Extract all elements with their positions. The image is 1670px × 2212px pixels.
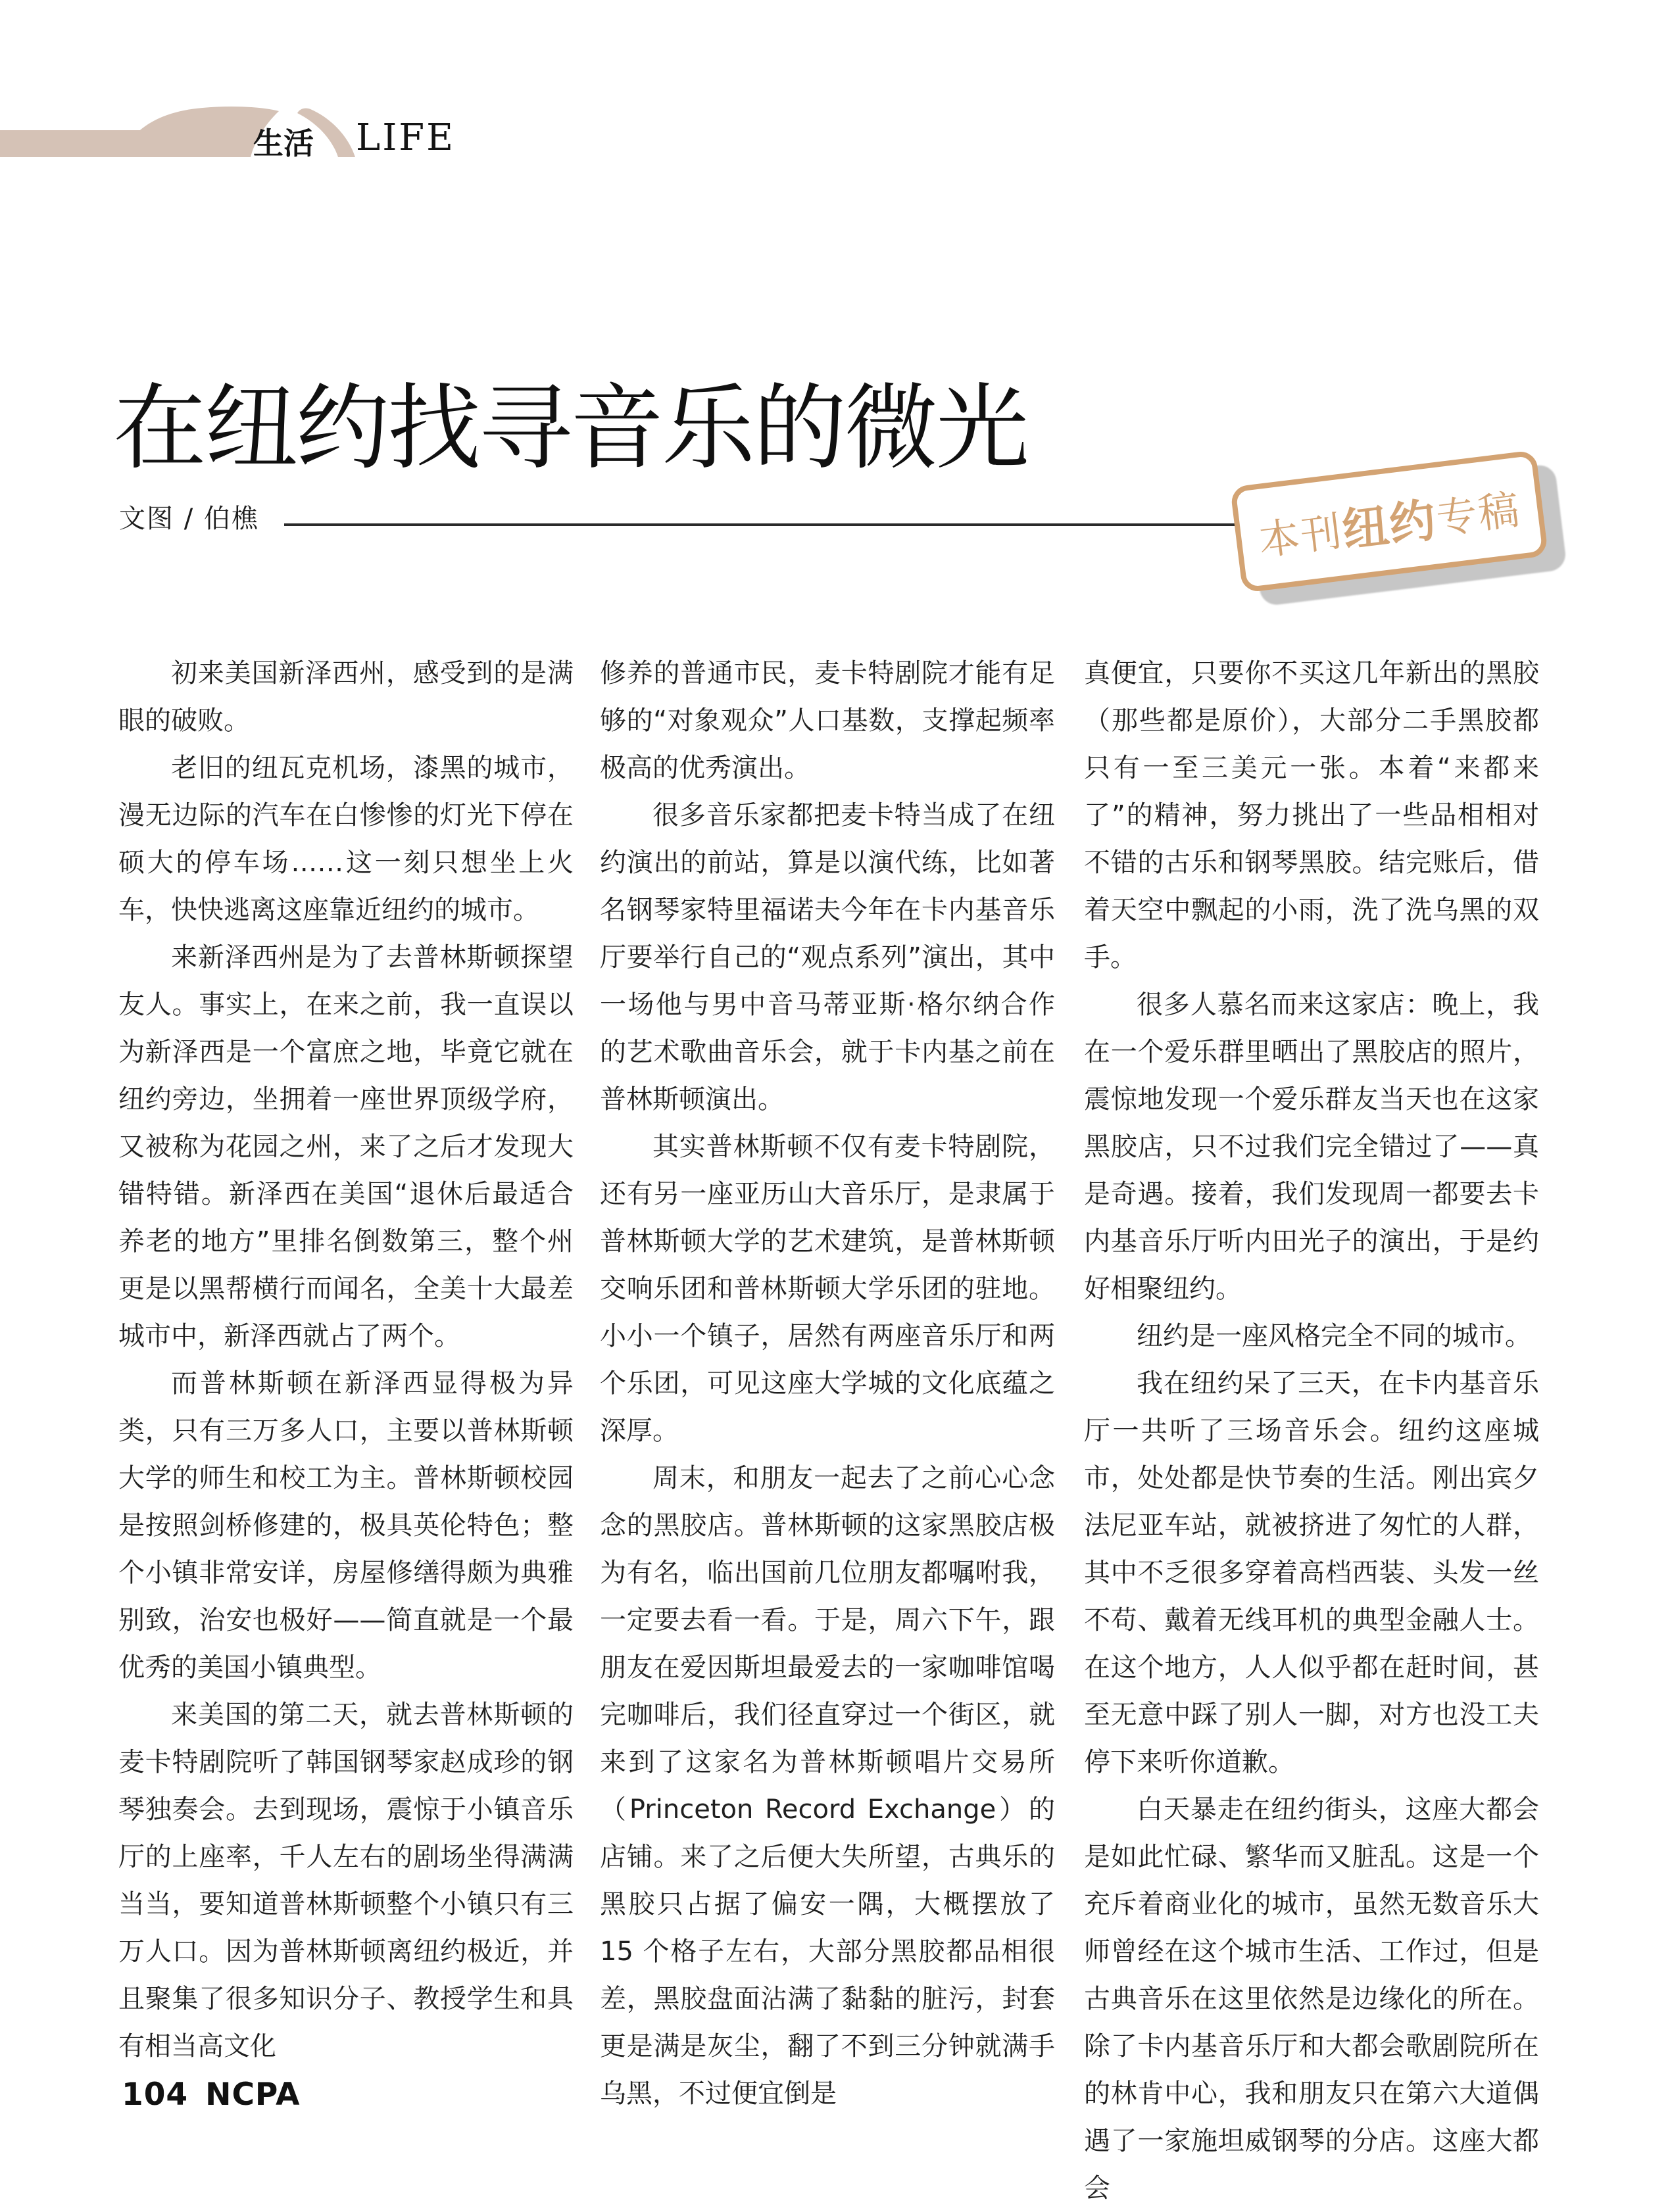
byline-rule — [284, 523, 1235, 526]
paragraph: 修养的普通市民，麦卡特剧院才能有足够的“对象观众”人口基数，支撑起频率极高的优秀演出。 — [600, 658, 1055, 783]
paragraph: 很多音乐家都把麦卡特当成了在纽约演出的前站，算是以演代练，比如著名钢琴家特里福诺夫今年在卡内基音乐厅要举行自己的“观点系列”演出，其中一场他与男中音马蒂亚斯·格尔纳合作的艺术歌曲音乐会，就于卡内基之前在普林斯顿演出。 — [600, 800, 1055, 1115]
paragraph: 我在纽约呆了三天，在卡内基音乐厅一共听了三场音乐会。纽约这座城市，处处都是快节奏的生活。刚出宾夕法尼亚车站，就被挤进了匆忙的人群，其中不乏很多穿着高档西装、头发一丝不苟、戴着无线耳机的典型金融人士。在这个地方，人人似乎都在赶时间，甚至无意中踩了别人一脚，对方也没工夫停下来听你道歉。 — [1084, 1368, 1539, 1777]
paragraph: 真便宜，只要你不买这几年新出的黑胶（那些都是原价），大部分二手黑胶都只有一至三美元一张。本着“来都来了”的精神，努力挑出了一些品相相对不错的古乐和钢琴黑胶。结完账后，借着天空中飘起的小雨，洗了洗乌黑的双手。 — [1084, 658, 1539, 973]
magazine-brand: NCPA — [205, 2077, 301, 2113]
text-column — [1084, 650, 1539, 2212]
paragraph: 周末，和朋友一起去了之前心心念念的黑胶店。普林斯顿的这家黑胶店极为有名，临出国前几位朋友都嘱咐我，一定要去看一看。于是，周六下午，跟朋友在爱因斯坦最爱去的一家咖啡馆喝完咖啡后，我们径直穿过一个街区，就来到了这家名为普林斯顿唱片交易所（Princeton Record Exchange）的店铺。来了之后便大失所望，古典乐的黑胶只占据了偏安一隅，大概摆放了 15 个格子左右，大部分黑胶都品相很差，黑胶盘面沾满了黏黏的脏污，封套更是满是灰尘，翻了不到三分钟就满手乌黑，不过便宜倒是 — [600, 1463, 1055, 2109]
article-title: 在纽约找寻音乐的微光 — [113, 374, 1027, 483]
text-column — [118, 650, 574, 2070]
paragraph: 来美国的第二天，就去普林斯顿的麦卡特剧院听了韩国钢琴家赵成珍的钢琴独奏会。去到现场，震惊于小镇音乐厅的上座率，千人左右的剧场坐得满满当当，要知道普林斯顿整个小镇只有三万人口。因为普林斯顿离纽约极近，并且聚集了很多知识分子、教授学生和具有相当高文化 — [118, 1700, 574, 2061]
stamp-prefix: 本刊 — [1256, 506, 1346, 565]
section-label-en: LIFE — [356, 116, 456, 159]
stamp-highlight: 纽约 — [1339, 492, 1440, 558]
paragraph: 而普林斯顿在新泽西显得极为异类，只有三万多人口，主要以普林斯顿大学的师生和校工为主。普林斯顿校园是按照剑桥修建的，极具英伦特色；整个小镇非常安详，房屋修缮得颇为典雅别致，治安也极好——简直就是一个最优秀的美国小镇典型。 — [118, 1368, 574, 1683]
text-column — [600, 650, 1055, 2117]
paragraph: 初来美国新泽西州，感受到的是满眼的破败。 — [118, 658, 574, 736]
paragraph: 其实普林斯顿不仅有麦卡特剧院，还有另一座亚历山大音乐厅，是隶属于普林斯顿大学的艺术建筑，是普林斯顿交响乐团和普林斯顿大学乐团的驻地。小小一个镇子，居然有两座音乐厅和两个乐团，可见这座大学城的文化底蕴之深厚。 — [600, 1132, 1055, 1446]
byline: 文图 / 伯樵 — [119, 504, 259, 534]
page-folio — [122, 2077, 300, 2113]
section-label-cn: 生活 — [253, 126, 314, 161]
stamp-suffix: 专稿 — [1433, 485, 1523, 543]
paragraph: 老旧的纽瓦克机场，漆黑的城市，漫无边际的汽车在白惨惨的灯光下停在硕大的停车场……这一刻只想坐上火车，快快逃离这座靠近纽约的城市。 — [118, 753, 574, 925]
paragraph: 很多人慕名而来这家店：晚上，我在一个爱乐群里晒出了黑胶店的照片，震惊地发现一个爱乐群友当天也在这家黑胶店，只不过我们完全错过了——真是奇遇。接着，我们发现周一都要去卡内基音乐厅听内田光子的演出，于是约好相聚纽约。 — [1084, 990, 1539, 1304]
paragraph: 白天暴走在纽约街头，这座大都会是如此忙碌、繁华而又脏乱。这是一个充斥着商业化的城市，虽然无数音乐大师曾经在这个城市生活、工作过，但是古典音乐在这里依然是边缘化的所在。除了卡内基音乐厅和大都会歌剧院所在的林肯中心，我和朋友只在第六大道偶遇了一家施坦威钢琴的分店。这座大都会 — [1084, 1794, 1539, 2203]
paragraph: 纽约是一座风格完全不同的城市。 — [1137, 1321, 1531, 1351]
page-number: 104 — [122, 2077, 189, 2113]
newyork-special-stamp — [1230, 450, 1548, 593]
paragraph: 来新泽西州是为了去普林斯顿探望友人。事实上，在来之前，我一直误以为新泽西是一个富庶之地，毕竟它就在纽约旁边，坐拥着一座世界顶级学府，又被称为花园之州，来了之后才发现大错特错。新泽西在美国“退休后最适合养老的地方”里排名倒数第三，整个州更是以黑帮横行而闻名，全美十大最差城市中，新泽西就占了两个。 — [118, 942, 574, 1351]
